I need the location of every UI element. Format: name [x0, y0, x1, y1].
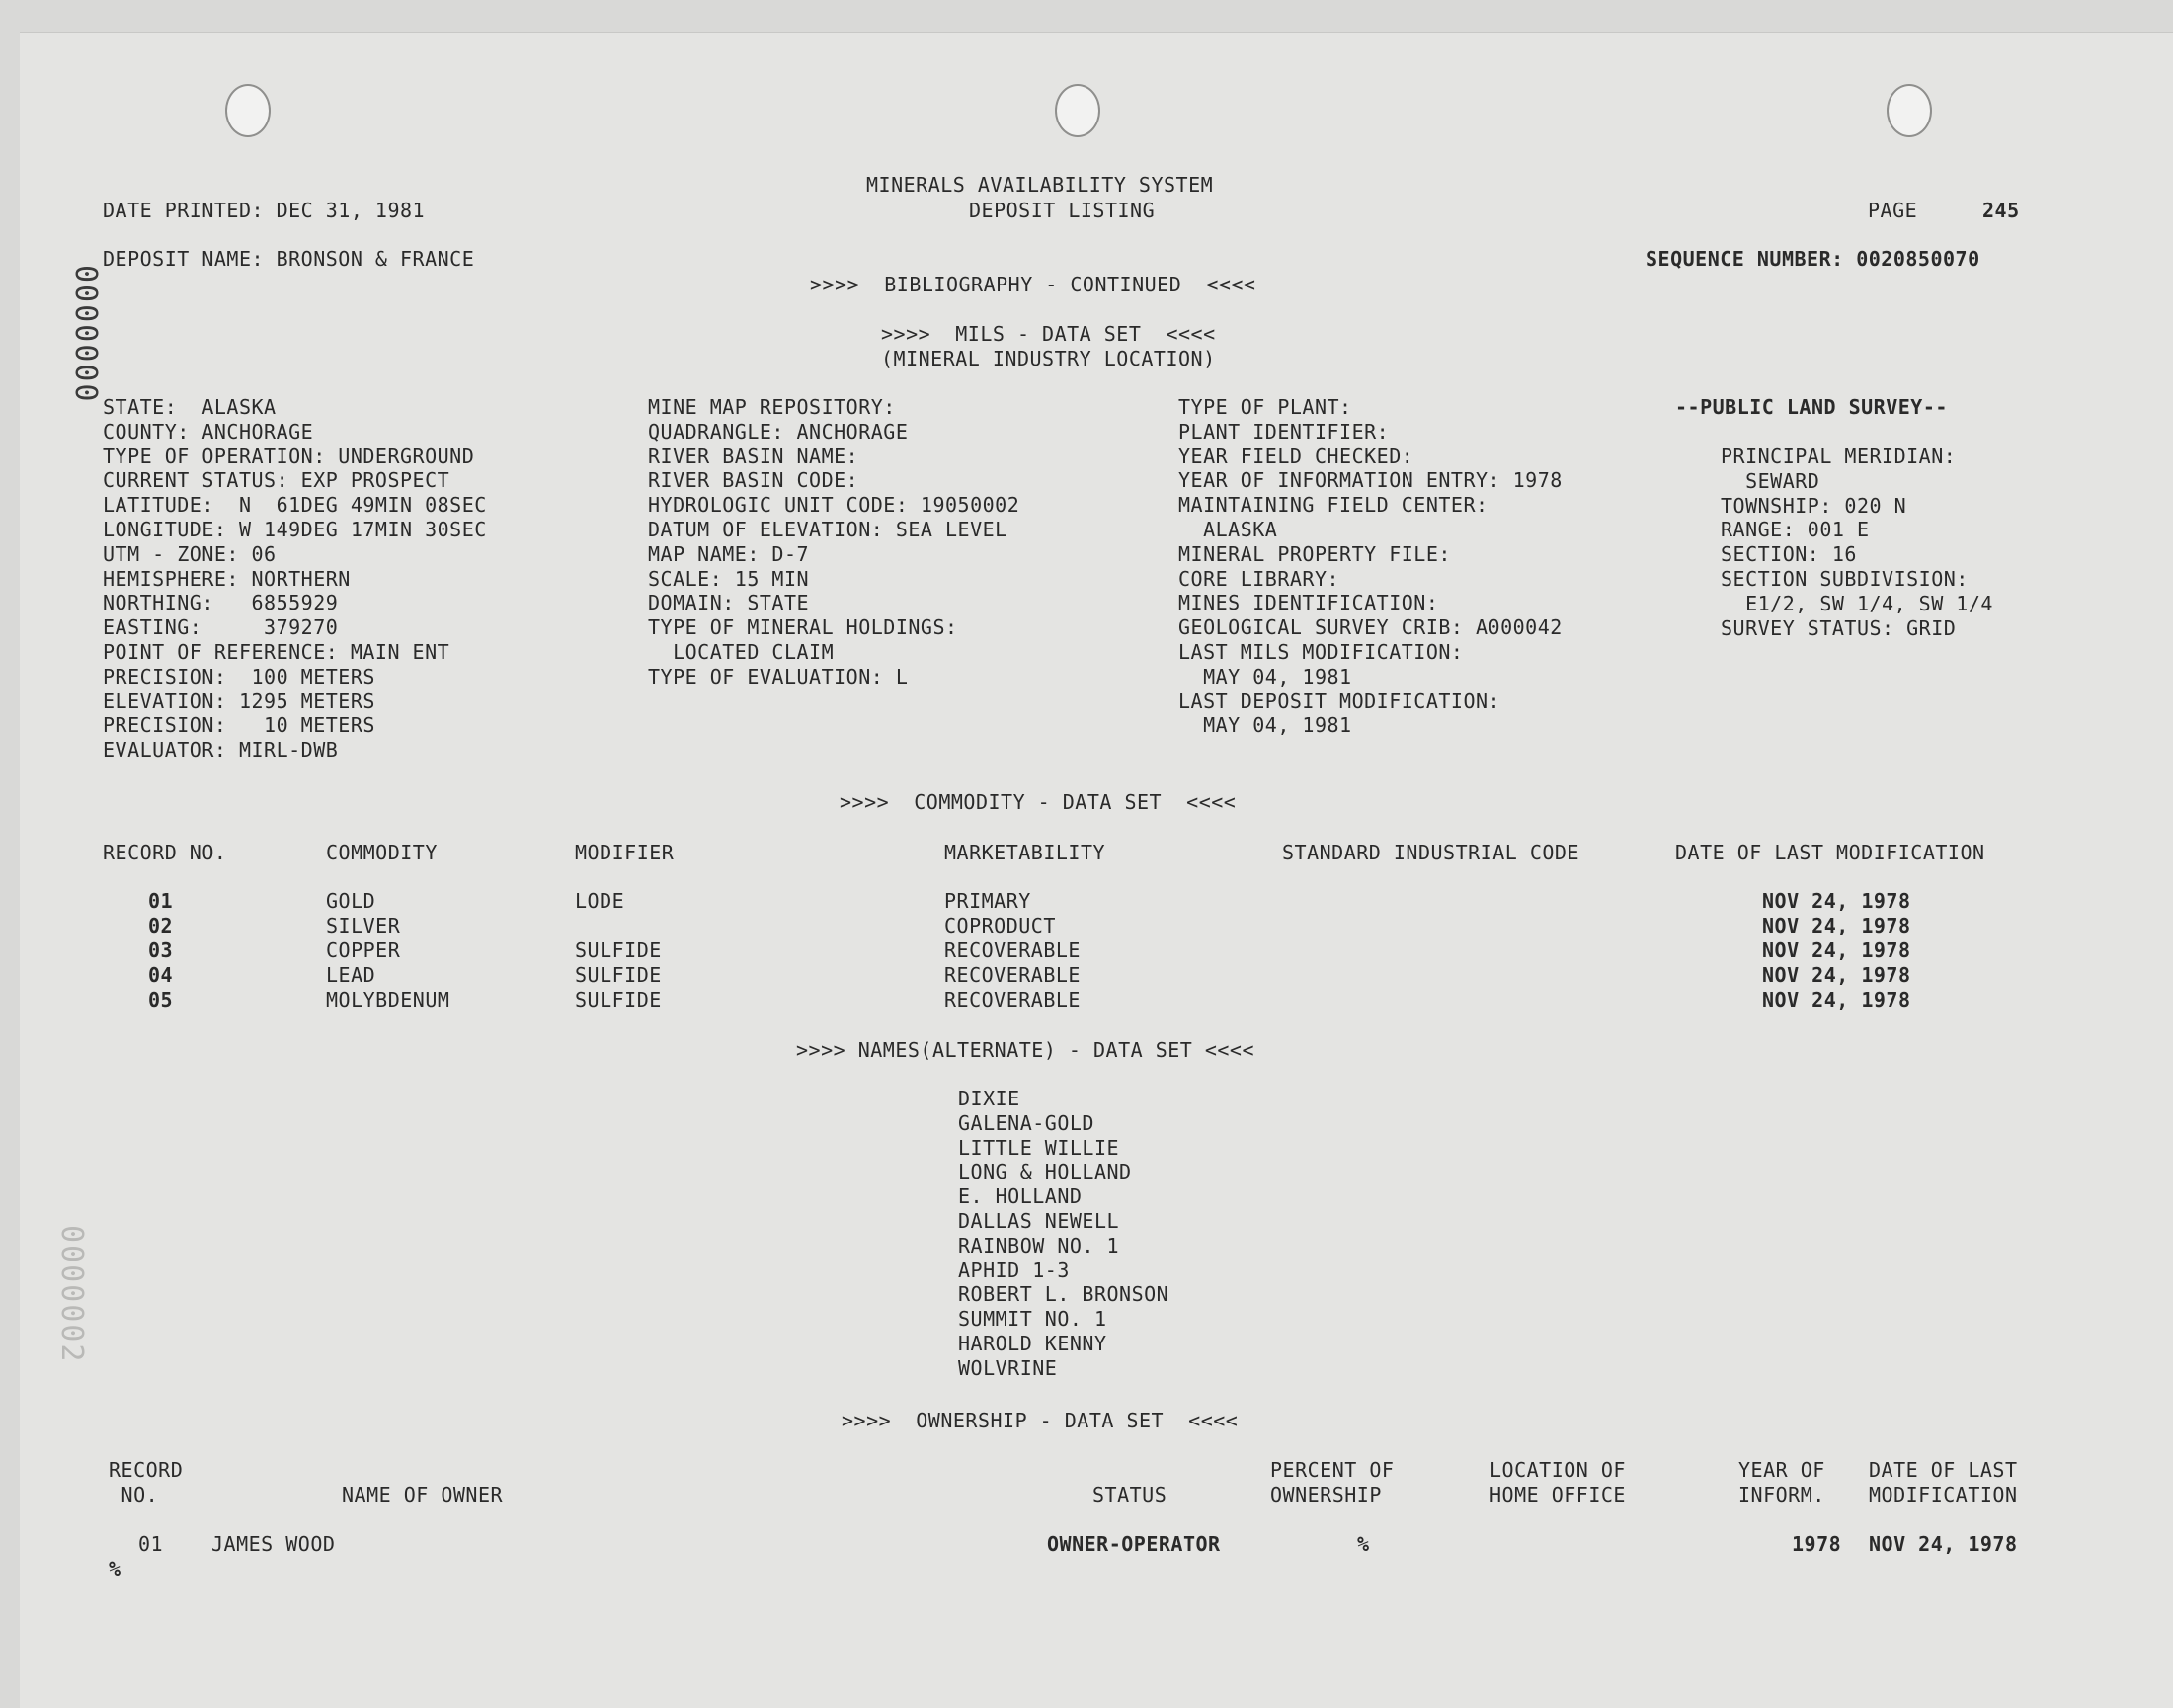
modification-date: NOV 24, 1978	[1869, 1532, 2018, 1556]
commodity-name: LEAD	[326, 963, 376, 987]
field-line: PLANT IDENTIFIER:	[1178, 419, 1390, 444]
field-line: COUNTY: ANCHORAGE	[103, 419, 314, 444]
field-line: DATUM OF ELEVATION: SEA LEVEL	[648, 517, 1007, 541]
owner-name: JAMES WOOD	[211, 1532, 336, 1556]
listing-title: DEPOSIT LISTING	[969, 199, 1156, 222]
mils-column-location	[103, 395, 487, 763]
list-item: DALLAS NEWELL	[958, 1208, 1120, 1233]
mils-column-survey	[1721, 445, 1993, 640]
column-header: DATE OF LAST	[1869, 1458, 2018, 1482]
column-header: MODIFICATION	[1869, 1483, 2018, 1506]
footer-mark: %	[109, 1557, 121, 1581]
field-line: CORE LIBRARY:	[1178, 566, 1340, 591]
list-item: GALENA-GOLD	[958, 1110, 1094, 1135]
list-item: WOLVRINE	[958, 1355, 1058, 1380]
marketability: RECOVERABLE	[944, 938, 1081, 962]
sequence-number: SEQUENCE NUMBER: 0020850070	[1646, 247, 1980, 271]
field-line: HYDROLOGIC UNIT CODE: 19050002	[648, 493, 1020, 518]
modifier: SULFIDE	[575, 963, 662, 987]
field-line: UTM - ZONE: 06	[103, 541, 277, 566]
column-header: RECORD NO.	[103, 841, 227, 864]
column-header: OWNERSHIP	[1270, 1483, 1382, 1506]
field-line: MINES IDENTIFICATION:	[1178, 591, 1439, 615]
field-line: POINT OF REFERENCE: MAIN ENT	[103, 639, 450, 664]
field-line: TYPE OF MINERAL HOLDINGS:	[648, 615, 958, 640]
field-line: LONGITUDE: W 149DEG 17MIN 30SEC	[103, 517, 487, 541]
field-line: STATE: ALASKA	[103, 395, 277, 419]
column-header: LOCATION OF	[1489, 1458, 1626, 1482]
table-row	[103, 938, 2058, 963]
field-line: SURVEY STATUS: GRID	[1721, 615, 1957, 640]
page-number: 245	[1982, 199, 2020, 222]
column-header: HOME OFFICE	[1489, 1483, 1626, 1506]
modifier: SULFIDE	[575, 938, 662, 962]
field-line: TYPE OF OPERATION: UNDERGROUND	[103, 444, 475, 468]
field-line: LAST MILS MODIFICATION:	[1178, 639, 1464, 664]
field-line: PRINCIPAL MERIDIAN:	[1721, 445, 1957, 468]
column-header: DATE OF LAST MODIFICATION	[1675, 841, 1985, 864]
record-no: 01	[138, 1532, 164, 1556]
modifier: LODE	[575, 889, 625, 913]
commodity-name: MOLYBDENUM	[326, 988, 450, 1012]
field-line: DOMAIN: STATE	[648, 591, 810, 615]
list-item: DIXIE	[958, 1087, 1020, 1110]
table-header-row	[103, 841, 2058, 865]
modification-date: NOV 24, 1978	[1762, 889, 1911, 913]
list-item: APHID 1-3	[958, 1258, 1070, 1282]
record-no: 03	[148, 938, 174, 962]
list-item: E. HOLLAND	[958, 1184, 1083, 1209]
field-line: MAINTAINING FIELD CENTER:	[1178, 493, 1489, 518]
record-no: 05	[148, 988, 174, 1012]
field-line: SECTION: 16	[1721, 542, 1857, 567]
field-line: CURRENT STATUS: EXP PROSPECT	[103, 468, 450, 493]
mils-subtitle: (MINERAL INDUSTRY LOCATION)	[881, 347, 1216, 370]
record-no: 02	[148, 914, 174, 937]
list-item: RAINBOW NO. 1	[958, 1233, 1120, 1258]
field-line: HEMISPHERE: NORTHERN	[103, 566, 351, 591]
field-line: ELEVATION: 1295 METERS	[103, 689, 375, 713]
record-no: 04	[148, 963, 174, 987]
marketability: COPRODUCT	[944, 914, 1056, 937]
column-header: RECORD	[109, 1458, 184, 1482]
field-line: EVALUATOR: MIRL-DWB	[103, 738, 339, 763]
field-line: YEAR FIELD CHECKED:	[1178, 444, 1414, 468]
field-line: TOWNSHIP: 020 N	[1721, 493, 1907, 518]
modification-date: NOV 24, 1978	[1762, 963, 1911, 987]
marketability: RECOVERABLE	[944, 963, 1081, 987]
record-no: 01	[148, 889, 174, 913]
margin-number-faint: 0000002	[54, 1225, 89, 1364]
table-row	[103, 988, 2058, 1013]
field-line: MAY 04, 1981	[1178, 713, 1352, 738]
field-line: E1/2, SW 1/4, SW 1/4	[1721, 591, 1993, 615]
field-line: SCALE: 15 MIN	[648, 566, 810, 591]
field-line: GEOLOGICAL SURVEY CRIB: A000042	[1178, 615, 1563, 640]
list-item: ROBERT L. BRONSON	[958, 1282, 1169, 1307]
field-line: RIVER BASIN NAME:	[648, 444, 859, 468]
owner-status: OWNER-OPERATOR	[1047, 1532, 1221, 1556]
column-header: NAME OF OWNER	[342, 1483, 504, 1506]
commodity-name: COPPER	[326, 938, 401, 962]
commodity-title: >>>> COMMODITY - DATA SET <<<<	[840, 790, 1237, 814]
field-line: SECTION SUBDIVISION:	[1721, 566, 1969, 591]
field-line: RIVER BASIN CODE:	[648, 468, 859, 493]
table-row	[103, 914, 2058, 938]
field-line: LATITUDE: N 61DEG 49MIN 08SEC	[103, 493, 487, 518]
list-item: HAROLD KENNY	[958, 1331, 1107, 1355]
field-line: PRECISION: 100 METERS	[103, 664, 375, 689]
mils-title: >>>> MILS - DATA SET <<<<	[881, 322, 1216, 346]
table-row	[103, 889, 2058, 914]
field-line: TYPE OF PLANT:	[1178, 395, 1352, 419]
field-line: QUADRANGLE: ANCHORAGE	[648, 419, 909, 444]
public-land-survey-title: --PUBLIC LAND SURVEY--	[1675, 395, 1948, 419]
field-line: LAST DEPOSIT MODIFICATION:	[1178, 689, 1501, 713]
inform-year: 1978	[1792, 1532, 1842, 1556]
field-line: MAY 04, 1981	[1178, 664, 1352, 689]
list-item: SUMMIT NO. 1	[958, 1307, 1107, 1332]
column-header: STATUS	[1092, 1483, 1167, 1506]
margin-number: 0000000	[68, 265, 103, 404]
field-line: LOCATED CLAIM	[648, 639, 835, 664]
bibliography-title: >>>> BIBLIOGRAPHY - CONTINUED <<<<	[810, 273, 1256, 296]
ownership-title: >>>> OWNERSHIP - DATA SET <<<<	[842, 1409, 1239, 1432]
commodity-name: GOLD	[326, 889, 376, 913]
field-line: RANGE: 001 E	[1721, 518, 1870, 542]
field-line: MAP NAME: D-7	[648, 541, 810, 566]
mils-column-map	[648, 395, 1019, 690]
column-header: NO.	[109, 1483, 159, 1506]
column-header: MODIFIER	[575, 841, 675, 864]
deposit-name: DEPOSIT NAME: BRONSON & FRANCE	[103, 247, 475, 271]
list-item: LONG & HOLLAND	[958, 1160, 1132, 1184]
commodity-table	[103, 841, 2058, 1013]
modifier: SULFIDE	[575, 988, 662, 1012]
column-header: MARKETABILITY	[944, 841, 1106, 864]
modification-date: NOV 24, 1978	[1762, 938, 1911, 962]
names-title: >>>> NAMES(ALTERNATE) - DATA SET <<<<	[796, 1038, 1255, 1062]
field-line: YEAR OF INFORMATION ENTRY: 1978	[1178, 468, 1563, 493]
column-header: YEAR OF	[1738, 1458, 1825, 1482]
ownership-percent: %	[1357, 1532, 1370, 1556]
field-line: SEWARD	[1721, 468, 1820, 493]
table-row	[103, 963, 2058, 988]
modification-date: NOV 24, 1978	[1762, 988, 1911, 1012]
date-printed: DATE PRINTED: DEC 31, 1981	[103, 199, 426, 222]
field-line: MINE MAP REPOSITORY:	[648, 395, 896, 419]
alternate-names-list	[958, 1087, 1168, 1381]
system-title: MINERALS AVAILABILITY SYSTEM	[866, 173, 1214, 197]
punch-hole	[1887, 84, 1932, 137]
field-line: MINERAL PROPERTY FILE:	[1178, 541, 1451, 566]
modification-date: NOV 24, 1978	[1762, 914, 1911, 937]
list-item: LITTLE WILLIE	[958, 1135, 1120, 1160]
punch-hole	[225, 84, 271, 137]
mils-column-plant	[1178, 395, 1563, 738]
field-line: ALASKA	[1178, 517, 1278, 541]
punch-hole	[1055, 84, 1100, 137]
marketability: RECOVERABLE	[944, 988, 1081, 1012]
field-line: PRECISION: 10 METERS	[103, 713, 375, 738]
field-line: NORTHING: 6855929	[103, 591, 339, 615]
marketability: PRIMARY	[944, 889, 1031, 913]
column-header: COMMODITY	[326, 841, 438, 864]
field-line: EASTING: 379270	[103, 615, 339, 640]
column-header: STANDARD INDUSTRIAL CODE	[1282, 841, 1579, 864]
field-line: TYPE OF EVALUATION: L	[648, 664, 909, 689]
commodity-name: SILVER	[326, 914, 401, 937]
column-header: PERCENT OF	[1270, 1458, 1395, 1482]
column-header: INFORM.	[1738, 1483, 1825, 1506]
page-label: PAGE	[1868, 199, 1918, 222]
